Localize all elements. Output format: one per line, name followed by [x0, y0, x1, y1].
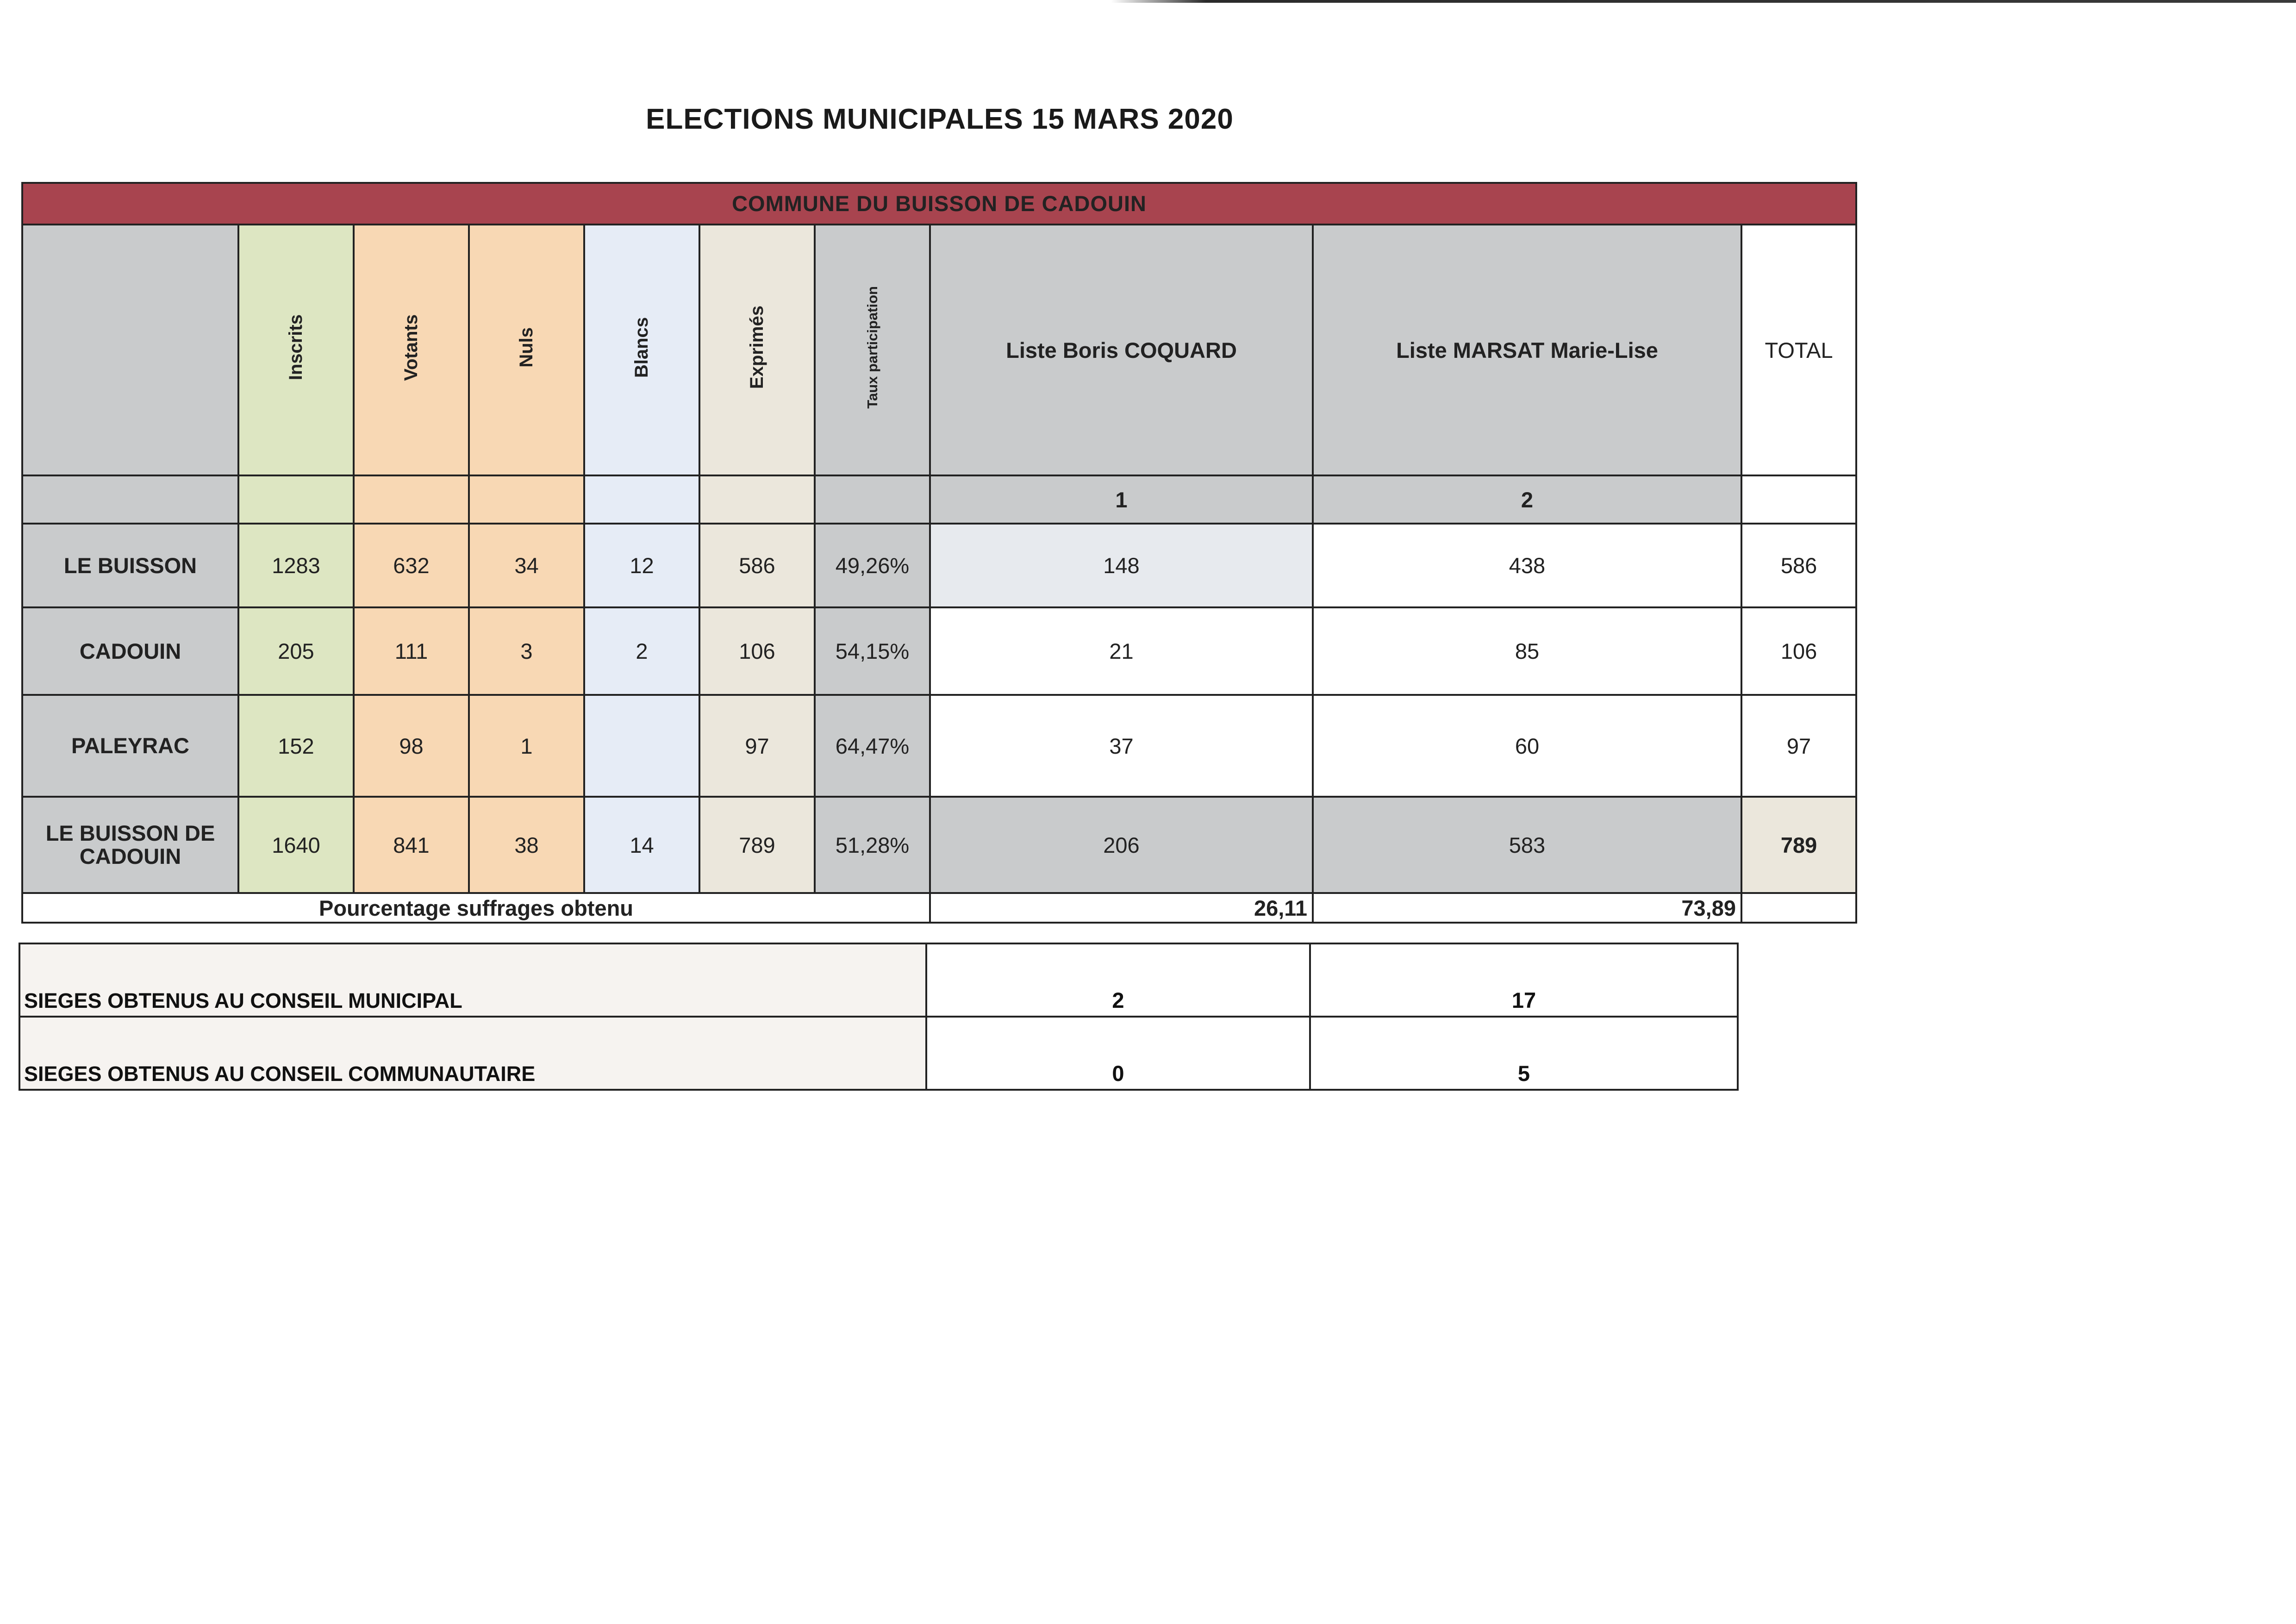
percentage-list2: 73,89 [1313, 893, 1741, 923]
cell-taux: 49,26% [815, 524, 930, 607]
cell-list1: 21 [930, 607, 1313, 695]
header-exprimes: Exprimés [699, 225, 815, 475]
cell-list1: 148 [930, 524, 1313, 607]
cell-nuls: 34 [469, 524, 584, 607]
cell-list2: 583 [1313, 797, 1741, 893]
header-votants: Votants [354, 225, 469, 475]
list-number-row [22, 475, 1856, 524]
cell-total: 586 [1741, 524, 1856, 607]
commune-name: LE BUISSON [22, 524, 238, 607]
table-row [22, 524, 1856, 607]
cell-taux: 54,15% [815, 607, 930, 695]
cell-taux: 64,47% [815, 695, 930, 797]
cell-list2: 85 [1313, 607, 1741, 695]
cell-total: 106 [1741, 607, 1856, 695]
cell-blancs: 12 [584, 524, 699, 607]
cell-nuls: 3 [469, 607, 584, 695]
commune-name: LE BUISSON DE CADOUIN [22, 797, 238, 893]
cell-taux: 51,28% [815, 797, 930, 893]
table-row [22, 695, 1856, 797]
cell-inscrits: 1640 [238, 797, 354, 893]
cell-blancs [584, 695, 699, 797]
scan-edge-shadow [1111, 0, 2296, 3]
percentage-list1: 26,11 [930, 893, 1313, 923]
corner-cell [22, 225, 238, 475]
cell-votants: 111 [354, 607, 469, 695]
percentage-row [22, 893, 1856, 923]
document-title: ELECTIONS MUNICIPALES 15 MARS 2020 [646, 103, 1234, 135]
seats-label: SIEGES OBTENUS AU CONSEIL COMMUNAUTAIRE [19, 1017, 926, 1090]
seats-row [19, 943, 1738, 1017]
seats-list2: 17 [1310, 943, 1738, 1017]
cell-list1: 37 [930, 695, 1313, 797]
header-list-marsat: Liste MARSAT Marie-Lise [1313, 225, 1741, 475]
cell-total: 97 [1741, 695, 1856, 797]
header-list-coquard: Liste Boris COQUARD [930, 225, 1313, 475]
commune-name: CADOUIN [22, 607, 238, 695]
header-inscrits: Inscrits [238, 225, 354, 475]
cell-blancs: 2 [584, 607, 699, 695]
table-row [22, 607, 1856, 695]
header-nuls: Nuls [469, 225, 584, 475]
cell-nuls: 1 [469, 695, 584, 797]
results-table [21, 182, 1857, 924]
cell-exprimes: 106 [699, 607, 815, 695]
header-taux-participation: Taux participation [815, 225, 930, 475]
commune-name: PALEYRAC [22, 695, 238, 797]
cell-list2: 60 [1313, 695, 1741, 797]
seats-table [19, 943, 1739, 1091]
seats-list1: 2 [926, 943, 1310, 1017]
list-number-2: 2 [1313, 475, 1741, 524]
table-row-total [22, 797, 1856, 893]
cell-votants: 98 [354, 695, 469, 797]
cell-votants: 632 [354, 524, 469, 607]
seats-list1: 0 [926, 1017, 1310, 1090]
seats-row [19, 1017, 1738, 1090]
cell-inscrits: 205 [238, 607, 354, 695]
column-header-row [22, 225, 1856, 475]
cell-list2: 438 [1313, 524, 1741, 607]
seats-list2: 5 [1310, 1017, 1738, 1090]
cell-exprimes: 97 [699, 695, 815, 797]
cell-exprimes: 789 [699, 797, 815, 893]
cell-votants: 841 [354, 797, 469, 893]
cell-blancs: 14 [584, 797, 699, 893]
cell-inscrits: 152 [238, 695, 354, 797]
cell-exprimes: 586 [699, 524, 815, 607]
seats-label: SIEGES OBTENUS AU CONSEIL MUNICIPAL [19, 943, 926, 1017]
percentage-label: Pourcentage suffrages obtenu [22, 893, 930, 923]
header-total: TOTAL [1741, 225, 1856, 475]
cell-nuls: 38 [469, 797, 584, 893]
list-number-1: 1 [930, 475, 1313, 524]
cell-inscrits: 1283 [238, 524, 354, 607]
commune-banner: COMMUNE DU BUISSON DE CADOUIN [22, 183, 1856, 225]
header-blancs: Blancs [584, 225, 699, 475]
cell-total: 789 [1741, 797, 1856, 893]
cell-list1: 206 [930, 797, 1313, 893]
